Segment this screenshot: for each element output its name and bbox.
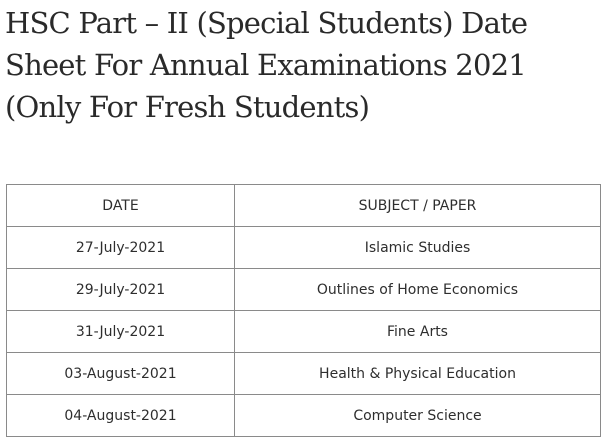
row-subject: Health & Physical Education xyxy=(235,353,601,395)
table-row xyxy=(7,353,601,395)
header-subject: SUBJECT / PAPER xyxy=(235,185,601,227)
table-row xyxy=(7,269,601,311)
row-date: 29-July-2021 xyxy=(7,269,235,311)
row-subject: Computer Science xyxy=(235,395,601,437)
row-date: 03-August-2021 xyxy=(7,353,235,395)
row-subject: Fine Arts xyxy=(235,311,601,353)
row-date: 04-August-2021 xyxy=(7,395,235,437)
row-subject: Islamic Studies xyxy=(235,227,601,269)
page-title: HSC Part – II (Special Students) Date Sheet For Annual Examinations 2021 (Only For Fresh Students) xyxy=(5,6,528,124)
row-date: 27-July-2021 xyxy=(7,227,235,269)
header-date: DATE xyxy=(7,185,235,227)
row-subject: Outlines of Home Economics xyxy=(235,269,601,311)
date-sheet-table xyxy=(6,184,601,437)
table-header-row xyxy=(7,185,601,227)
row-date: 31-July-2021 xyxy=(7,311,235,353)
table-row xyxy=(7,311,601,353)
table-row xyxy=(7,395,601,437)
table-row xyxy=(7,227,601,269)
